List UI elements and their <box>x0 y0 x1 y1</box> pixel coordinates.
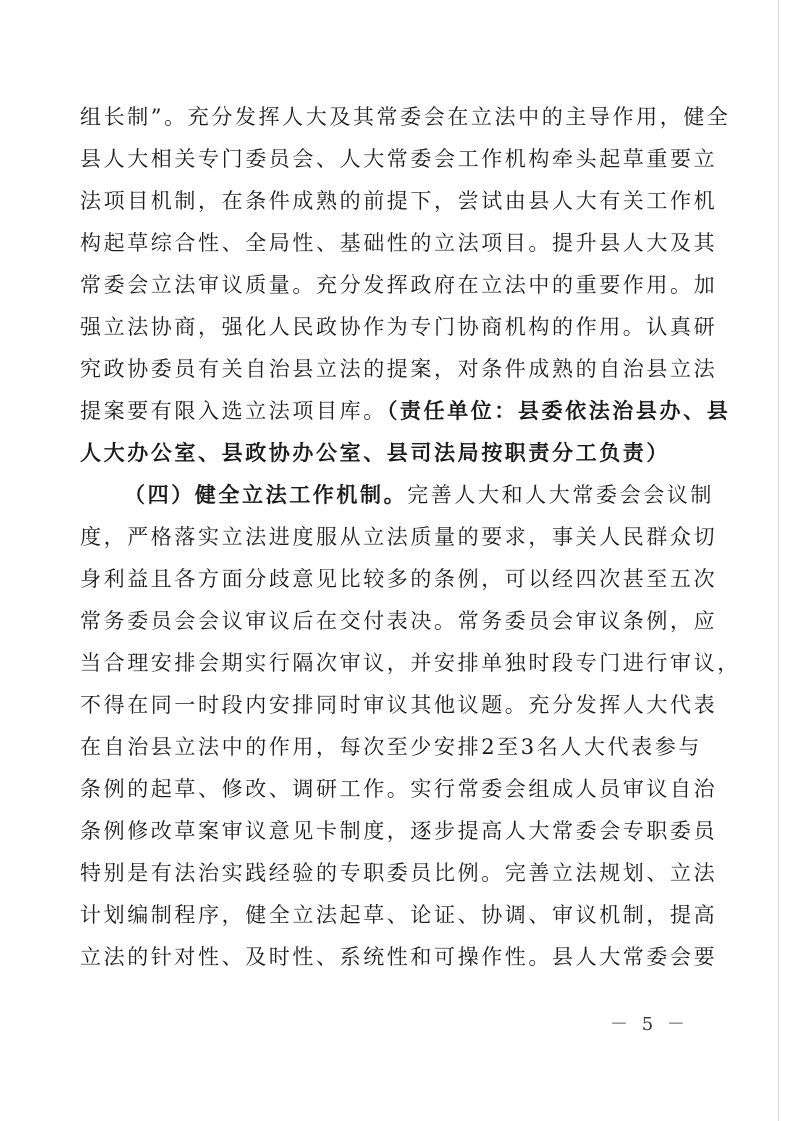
text-segment: 究政协委员有关自治县立法的提案，对条件成熟的自治县立法 <box>80 357 718 381</box>
scan-edge-line <box>778 0 779 1121</box>
text-line <box>80 222 720 264</box>
text-line <box>80 936 720 978</box>
body-text <box>80 96 741 978</box>
text-segment: 在自治县立法中的作用，每次至少安排2至3名人大代表参与 <box>80 735 702 759</box>
text-segment: 法项目机制，在条件成熟的前提下，尝试由县人大有关工作机 <box>80 189 718 213</box>
text-segment: 当合理安排会期实行隔次审议，并安排单独时段专门进行审议， <box>80 651 741 675</box>
text-line <box>80 810 720 852</box>
text-segment: 条例修改草案审议意见卡制度，逐步提高人大常委会专职委员 <box>80 819 718 843</box>
text-line <box>80 474 720 516</box>
text-line <box>80 306 720 348</box>
text-segment: 常委会立法审议质量。充分发挥政府在立法中的重要作用。加 <box>80 273 718 297</box>
text-segment: 常务委员会会议审议后在交付表决。常务委员会审议条例，应 <box>80 609 718 633</box>
text-line <box>80 264 720 306</box>
text-line <box>80 726 720 768</box>
text-segment: 条例的起草、修改、调研工作。实行常委会组成人员审议自治 <box>80 777 718 801</box>
text-line <box>80 642 741 684</box>
text-line <box>80 96 731 138</box>
text-segment: 计划编制程序，健全立法起草、论证、协调、审议机制，提高 <box>80 903 718 927</box>
text-line <box>80 516 720 558</box>
page-number: － 5 － <box>610 1014 689 1035</box>
text-line <box>80 894 720 936</box>
text-segment: 完善人大和人大常委会会议制 <box>407 483 715 507</box>
text-line <box>80 432 720 474</box>
text-segment: 立法的针对性、及时性、系统性和可操作性。县人大常委会要 <box>80 945 718 969</box>
text-segment: 度，严格落实立法进度服从立法质量的要求，事关人民群众切 <box>80 525 718 549</box>
text-line <box>80 180 720 222</box>
text-line <box>80 768 720 810</box>
text-segment: 县人大相关专门委员会、人大常委会工作机构牵头起草重要立 <box>80 147 718 171</box>
text-segment: 特别是有法治实践经验的专职委员比例。完善立法规划、立法 <box>80 861 718 885</box>
text-segment: 组长制”。充分发挥人大及其常委会在立法中的主导作用，健全 <box>80 105 731 129</box>
text-line <box>80 348 720 390</box>
text-segment: 构起草综合性、全局性、基础性的立法项目。提升县人大及其 <box>80 231 718 255</box>
text-line <box>80 600 720 642</box>
text-segment: 强立法协商，强化人民政协作为专门协商机构的作用。认真研 <box>80 315 718 339</box>
text-segment: 身利益且各方面分歧意见比较多的条例，可以经四次甚至五次 <box>80 567 718 591</box>
text-line <box>80 138 720 180</box>
text-line <box>80 390 731 432</box>
text-line <box>80 558 720 600</box>
text-segment: 提案要有限入选立法项目库。 <box>80 399 387 423</box>
text-segment: 不得在同一时段内安排同时审议其他议题。充分发挥人大代表 <box>80 693 718 717</box>
text-line <box>80 852 720 894</box>
bold-text-segment: （四）健全立法工作机制。 <box>124 482 408 507</box>
text-line <box>80 684 720 726</box>
bold-text-segment: 人大办公室、县政协办公室、县司法局按职责分工负责） <box>80 440 670 465</box>
bold-text-segment: （责任单位：县委依法治县办、县 <box>386 398 731 423</box>
